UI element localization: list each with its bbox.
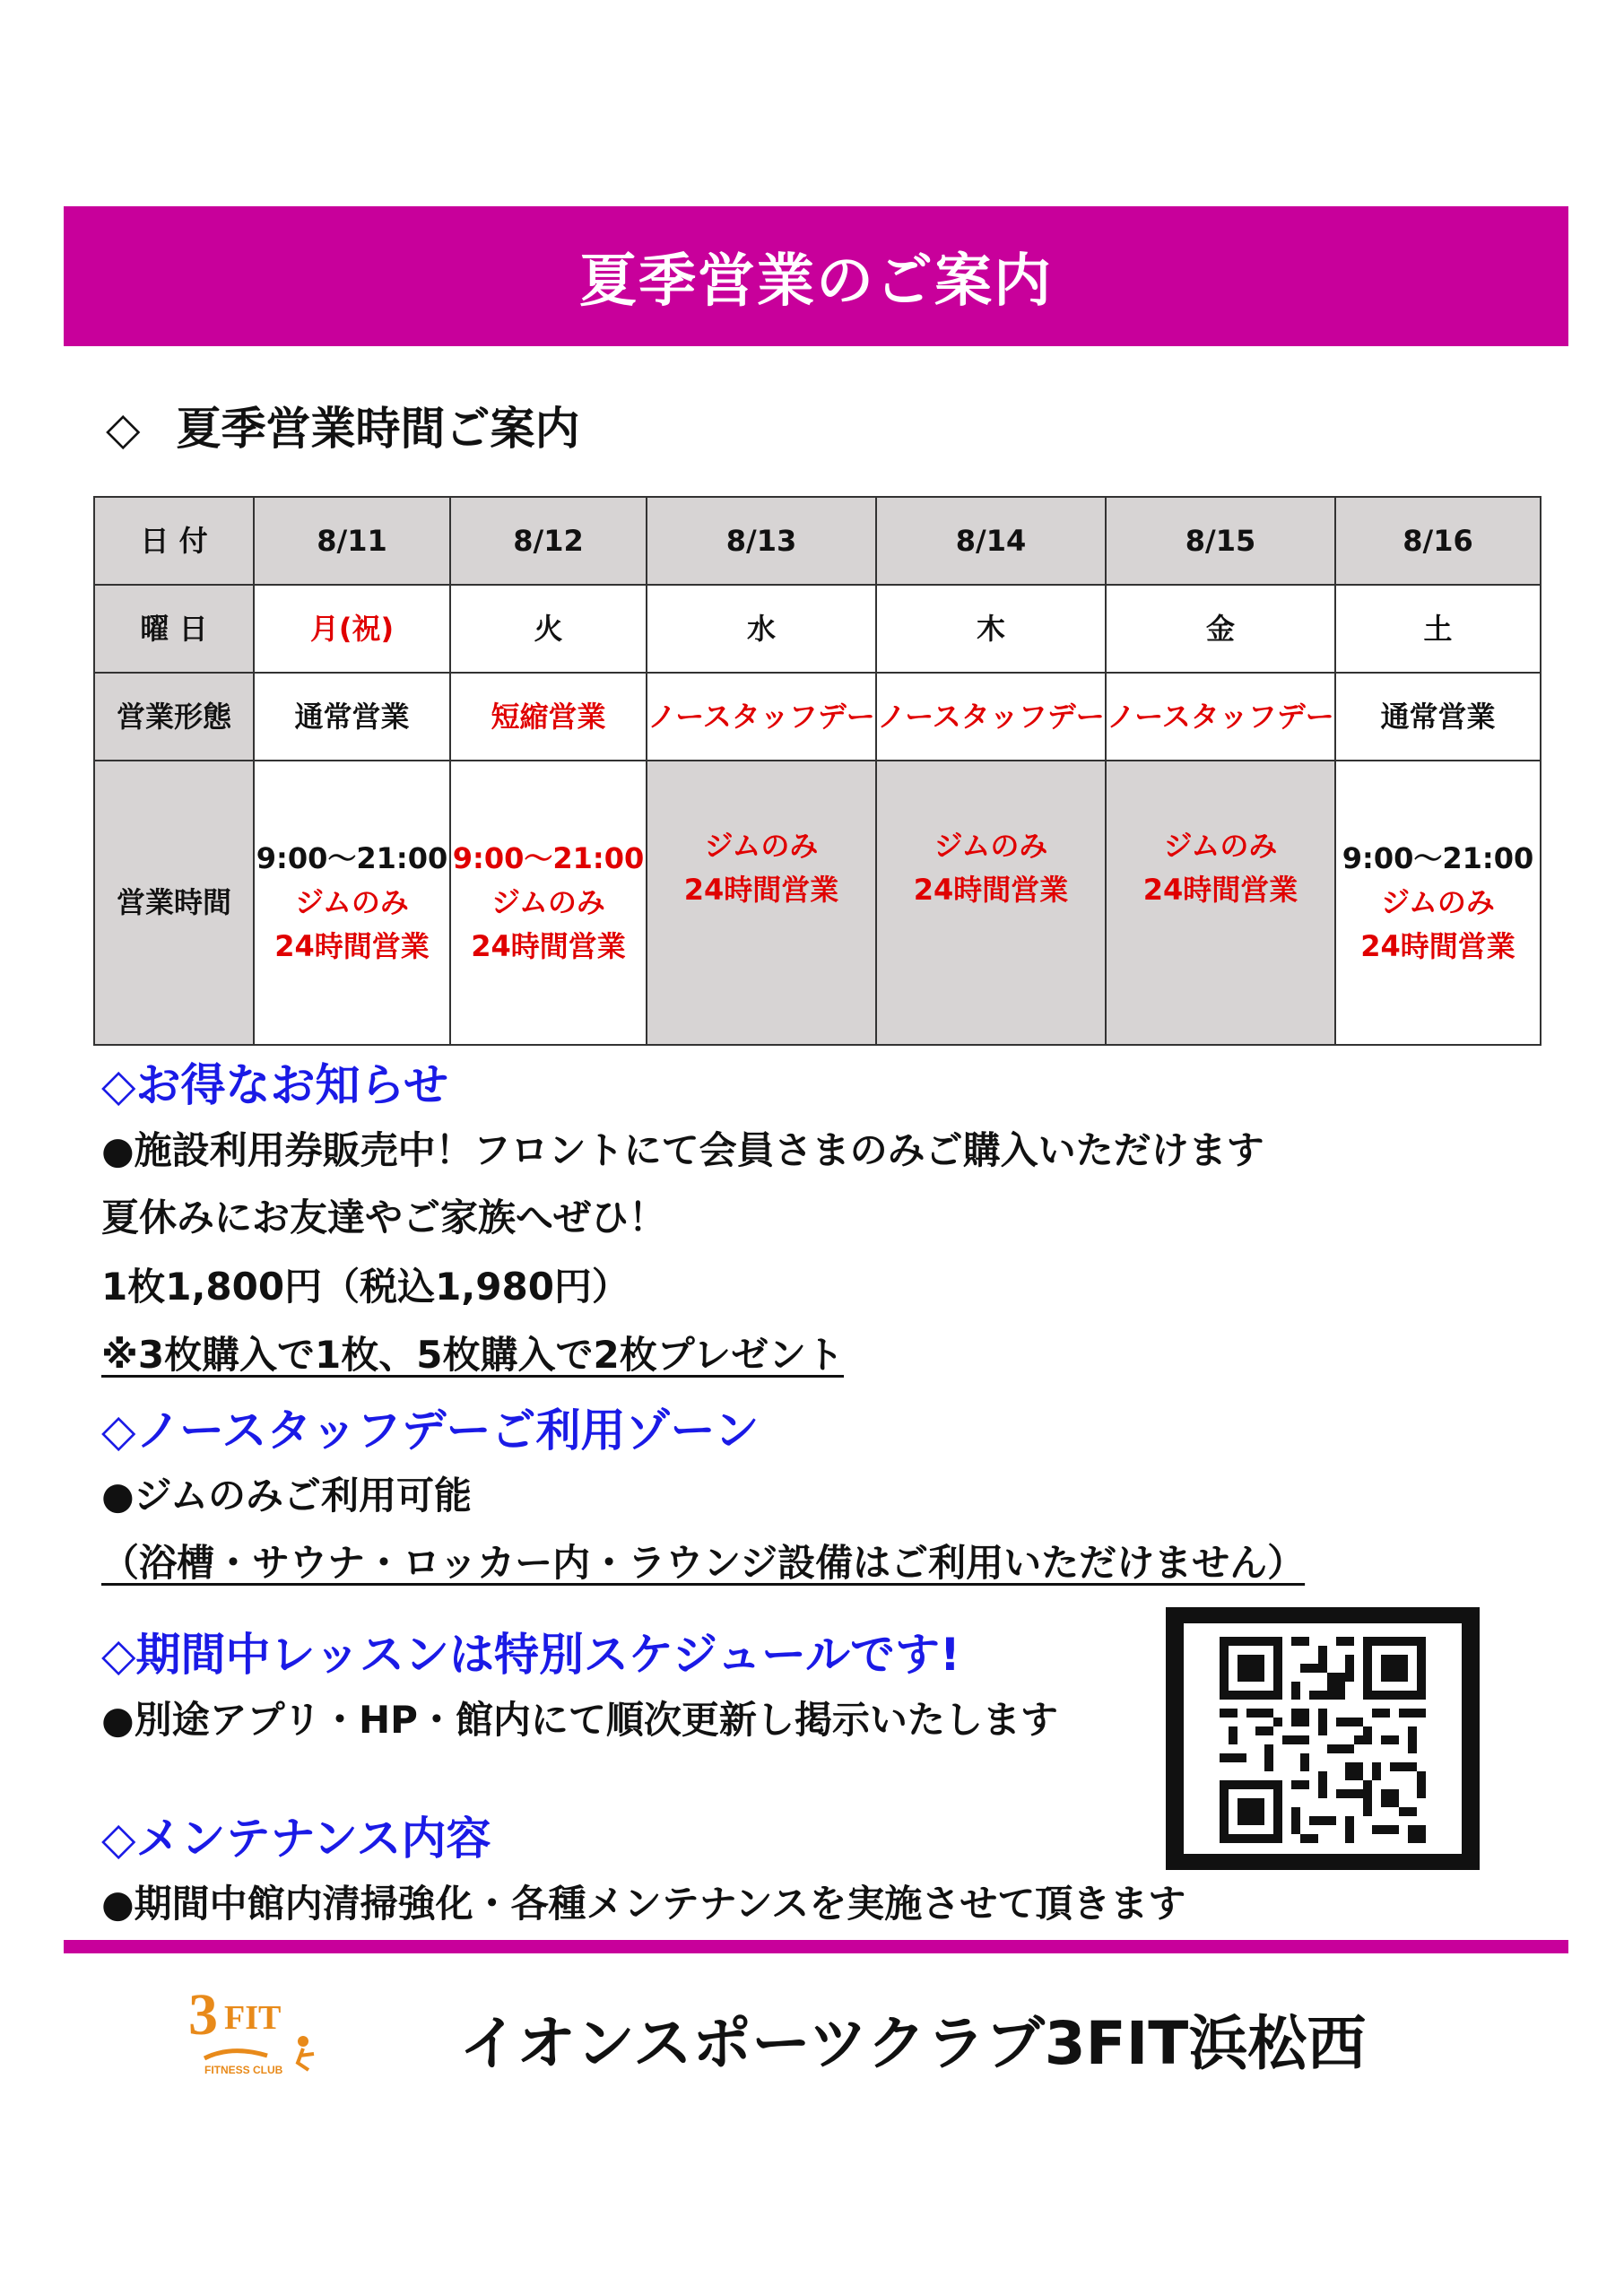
type-cell: 通常営業 [254, 673, 450, 761]
maintenance-line: ●期間中館内清掃強化・各種メンテナンスを実施させて頂きます [101, 1882, 1186, 1926]
hours-cell [254, 761, 450, 1045]
deals-line: ●施設利用券販売中！フロントにて会員さまのみご購入いただけます [101, 1128, 1264, 1172]
hours-gym-only: ジムのみ [295, 885, 409, 919]
hours-cell [647, 761, 876, 1045]
type-cell: ノースタッフデー [876, 673, 1106, 761]
deals-price: 1枚1,800円（税込1,980円） [101, 1265, 630, 1309]
type-cell: ノースタッフデー [647, 673, 876, 761]
date-cell: 8/12 [450, 497, 647, 585]
type-cell: 通常営業 [1335, 673, 1541, 761]
svg-text:3: 3 [188, 1982, 218, 2048]
hours-24h: 24時間営業 [913, 873, 1069, 907]
date-row [94, 497, 1541, 585]
diamond-icon: ◇ [106, 403, 141, 455]
hours-24h: 24時間営業 [1142, 873, 1298, 907]
hours-gym-only: ジムのみ [1381, 885, 1495, 919]
qr-code-icon[interactable] [1166, 1607, 1480, 1870]
date-cell: 8/11 [254, 497, 450, 585]
date-cell: 8/13 [647, 497, 876, 585]
date-cell: 8/16 [1335, 497, 1541, 585]
type-cell: ノースタッフデー [1106, 673, 1335, 761]
type-row [94, 673, 1541, 761]
row-label-type: 営業形態 [94, 673, 254, 761]
hours-gym-only: ジムのみ [1163, 829, 1278, 863]
weekday-cell: 水 [647, 585, 876, 673]
nostaff-note: （浴槽・サウナ・ロッカー内・ラウンジ設備はご利用いただけません） [101, 1541, 1306, 1585]
footer-divider [64, 1940, 1568, 1953]
maintenance-heading: ◇メンテナンス内容 [101, 1813, 491, 1865]
deals-bonus: ※3枚購入で1枚、5枚購入で2枚プレゼント [101, 1333, 845, 1377]
hours-gym-only: ジムのみ [934, 829, 1048, 863]
weekday-cell: 金 [1106, 585, 1335, 673]
hours-cell [876, 761, 1106, 1045]
type-cell: 短縮営業 [450, 673, 647, 761]
deals-heading: ◇お得なお知らせ [101, 1059, 448, 1111]
hours-cell [1335, 761, 1541, 1045]
3fit-logo-icon [169, 1973, 321, 2083]
nostaff-heading: ◇ノースタッフデーご利用ゾーン [101, 1405, 760, 1457]
page-title: 夏季営業のご案内 [579, 248, 1053, 315]
date-cell: 8/14 [876, 497, 1106, 585]
weekday-cell: 火 [450, 585, 647, 673]
hours-24h: 24時間営業 [274, 929, 430, 963]
title-banner [64, 206, 1568, 346]
weekday-cell: 木 [876, 585, 1106, 673]
lessons-line: ●別途アプリ・HP・館内にて順次更新し掲示いたします [101, 1698, 1058, 1742]
club-name: イオンスポーツクラブ3FIT浜松西 [459, 2009, 1367, 2078]
weekday-cell: 月(祝) [254, 585, 450, 673]
logo-subtitle: FITNESS CLUB [204, 2064, 283, 2076]
hours-24h: 24時間営業 [1360, 929, 1515, 963]
svg-text:FIT: FIT [224, 1999, 282, 2037]
schedule-subtitle [106, 393, 579, 457]
weekday-cell: 土 [1335, 585, 1541, 673]
hours-row [94, 761, 1541, 1045]
deals-line: 夏休みにお友達やご家族へぜひ！ [101, 1196, 667, 1239]
hours-time: 9:00～21:00 [1342, 841, 1534, 875]
row-label-weekday: 曜 日 [94, 585, 254, 673]
hours-time: 9:00～21:00 [452, 841, 645, 875]
hours-gym-only: ジムのみ [491, 885, 605, 919]
nostaff-line: ●ジムのみご利用可能 [101, 1474, 472, 1518]
row-label-hours: 営業時間 [94, 761, 254, 1045]
hours-24h: 24時間営業 [471, 929, 626, 963]
schedule-subtitle-text: 夏季営業時間ご案内 [176, 403, 580, 455]
lessons-heading: ◇期間中レッスンは特別スケジュールです! [101, 1629, 960, 1681]
date-cell: 8/15 [1106, 497, 1335, 585]
hours-cell [450, 761, 647, 1045]
hours-cell [1106, 761, 1335, 1045]
hours-time: 9:00～21:00 [256, 841, 448, 875]
schedule-table [93, 496, 1541, 1046]
row-label-date: 日 付 [94, 497, 254, 585]
hours-gym-only: ジムのみ [704, 829, 819, 863]
weekday-row [94, 585, 1541, 673]
hours-24h: 24時間営業 [683, 873, 839, 907]
